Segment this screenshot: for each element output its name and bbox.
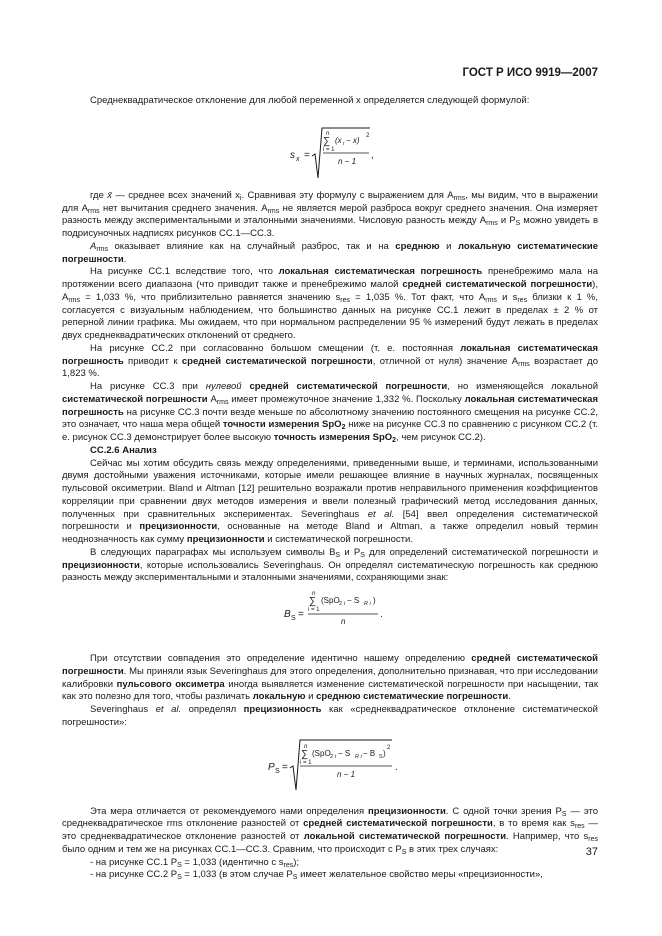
paragraph: Severinghaus et al. определял прецизионность как «среднеквадратическое отклонение систематической погрешности»: xyxy=(62,704,598,728)
paragraph: На рисунке СС.2 при согласованно большом смещении (т. е. постоянная локальная систематическая погрешность приводит к средней систематической погрешности, отличной от нуля) значение $A_{rms}$ возрастает до 1,823 %. xyxy=(62,342,599,380)
paragraph: $A_{rms}$ оказывает влияние как на случайный разброс, так и на среднюю и локальную систематические погрешности. xyxy=(62,240,599,265)
svg-text:(SpO: (SpO xyxy=(312,748,331,758)
svg-text:i = 1: i = 1 xyxy=(323,146,335,153)
paragraph: На рисунке СС.3 при нулевой средней систематической погрешности, но изменяющейся локальной систематической погрешности $A_{rms}$ имеет промежуточное значение 1,332 %. Поскольку локальная систематическая погрешность на рисунке СС.3 почти везде меньше по абсолютному значению постоянного смещения на рисунке СС.2, это означает, что наша мера общей точности измерения SpO$_2$ ниже на рисунке СС.3 по сравнению с рисунком СС.2 (т. е. рисунок СС.3 демонстрирует более высокую точность измерения SpO$_2$, чем рисунок СС.2). xyxy=(62,381,599,444)
svg-text:2 i: 2 i xyxy=(330,753,336,760)
svg-text:(SpO: (SpO xyxy=(321,596,340,605)
list-item: - на рисунке СС.1 $P_S = 1,033$ (идентично с $s_{res}$); xyxy=(90,856,300,869)
svg-text:R i: R i xyxy=(364,601,371,607)
svg-text:S: S xyxy=(379,753,383,760)
svg-text:− B: − B xyxy=(363,748,376,758)
case-list xyxy=(62,857,598,883)
svg-text:− S: − S xyxy=(338,748,351,758)
svg-text:R i: R i xyxy=(355,753,362,760)
svg-text:.: . xyxy=(380,609,383,620)
paragraph: На рисунке СС.1 вследствие того, что локальная систематическая погрешность пренебрежимо мала на протяжении всего диапазона (что приводит также и пренебрежимо малой средней систематической погрешности), $A_{rms} = 1,033$ %, что приблизительно равняется значению $s_{res} = 1,035$ %. Тот факт, что $A_{rms}$ и $s_{res}$ близки к 1 %, согласуется с визуальным наблюдением, что большинство данных на рисунке СС.1 лежит в пределах ± 2 % от реперной линии графика. Мы ожидаем, что при нормальном распределении 95 % измерений будут лежать в пределах двух среднеквадратических отклонений от среднего. xyxy=(62,266,599,341)
formula-ps xyxy=(62,734,598,794)
svg-text:i = 1: i = 1 xyxy=(300,759,312,766)
paragraph: Среднеквадратическое отклонение для любой переменной x определяется следующей формулой: xyxy=(90,95,530,106)
svg-text:=: = xyxy=(282,761,288,773)
svg-text:n: n xyxy=(304,743,308,750)
svg-text:n − 1: n − 1 xyxy=(338,156,357,166)
svg-text:∑: ∑ xyxy=(301,748,309,760)
svg-text:∑: ∑ xyxy=(323,135,331,147)
paragraph: При отсутствии совпадения это определение идентично нашему определению средней систематической погрешности. Мы приняли язык Severinghaus для этого определения, дополнительно признавая, что при исследовании калибровки пульсового оксиметра иногда выявляется изменение систематической погрешности при насыщении, так как это полезно для того, чтобы различать локальную и среднюю систематические погрешности. xyxy=(62,653,598,703)
standard-header: ГОСТ Р ИСО 9919—2007 xyxy=(462,67,598,79)
formula-sx xyxy=(62,120,598,184)
svg-text:2: 2 xyxy=(387,744,391,751)
svg-text:n: n xyxy=(312,591,316,597)
svg-text:− S: − S xyxy=(347,596,360,605)
svg-text:S: S xyxy=(275,767,280,775)
svg-text:=: = xyxy=(298,609,304,620)
svg-text:2: 2 xyxy=(366,132,370,139)
svg-text:(x: (x xyxy=(335,135,342,145)
svg-text:x: x xyxy=(296,155,300,163)
page-number: 37 xyxy=(585,846,598,858)
svg-text:.: . xyxy=(395,761,398,773)
formula-bs xyxy=(62,589,598,639)
paragraph: Эта мера отличается от рекомендуемого нами определения прецизионности. С одной точки зрения $P_S$ — это среднеквадратическое rms отклонение разностей от средней систематической погрешности, в то время как $s_{res}$ — это среднеквадратическое отклонение разностей от локальной систематической погрешности. Например, что $s_{res}$ было одним и тем же на рисунках СС.1—СС.3. Сравним, что происходит с $P_S$ в этих трех случаях: xyxy=(62,805,599,856)
document-body xyxy=(62,95,598,882)
svg-text:B: B xyxy=(284,609,291,620)
svg-text:i = 1: i = 1 xyxy=(308,607,320,613)
svg-text:,: , xyxy=(371,149,374,161)
paragraph: где x̄ — среднее всех значений $x_i$. Сравнивая эту формулу с выражением для $A_{rms}$, мы видим, что в выражении для $A_{rms}$ нет вычитания среднего значения. $A_{rms}$ не является мерой разброса вокруг среднего значения. Она измеряет разность между экспериментальными и эталонными значениями. Числовую разность между $A_{rms}$ и $P_S$ можно увидеть в подрисуночных надписях рисунков СС.1—СС.3. xyxy=(62,189,598,239)
list-item: - на рисунке СС.2 $P_S = 1,033$ (в этом случае $P_S$ имеет желательное свойство меры «прецизионности», xyxy=(90,869,543,882)
svg-text:S: S xyxy=(291,615,296,622)
svg-text:): ) xyxy=(373,596,376,605)
svg-text:n − 1: n − 1 xyxy=(337,769,356,779)
svg-text:− x): − x) xyxy=(346,135,360,145)
svg-text:n: n xyxy=(341,617,346,626)
paragraph: В следующих параграфах мы используем символы $B_S$ и $P_S$ для определений систематической погрешности и прецизионности, которые использовались Severinghaus. Он определял систематическую погрешность как среднюю разность между экспериментальными и эталонными значениями, сохраняющими знак: xyxy=(62,546,599,584)
svg-text:): ) xyxy=(383,748,386,758)
svg-text:n: n xyxy=(326,130,330,137)
svg-text:=: = xyxy=(304,149,310,161)
section-heading: СС.2.6 Анализ xyxy=(90,444,157,456)
svg-text:∑: ∑ xyxy=(309,596,317,607)
svg-text:2 i: 2 i xyxy=(339,601,345,607)
svg-text:s: s xyxy=(290,149,295,161)
svg-text:P: P xyxy=(268,761,275,773)
paragraph: Сейчас мы хотим обсудить связь между определениями, приведенными выше, и терминами, использованными двумя достойными уважения источниками, которые имели решающее влияние в научных журналах, посвященных пульсовой оксиметрии. Bland и Altman [12] решительно возражали против неправильного применения коэффициентов корреляции при сравнении двух методов измерения и ввели полезный графический метод исследования данных, полученных при сравнительных экспериментах. Severinghaus et al. [54] ввел определения систематической погрешности и прецизионности, основанные на методе Bland и Altman, а также определил новый термин неоднозначность как сумму прецизионности и систематической погрешности. xyxy=(62,457,599,545)
svg-text:i: i xyxy=(343,140,345,147)
